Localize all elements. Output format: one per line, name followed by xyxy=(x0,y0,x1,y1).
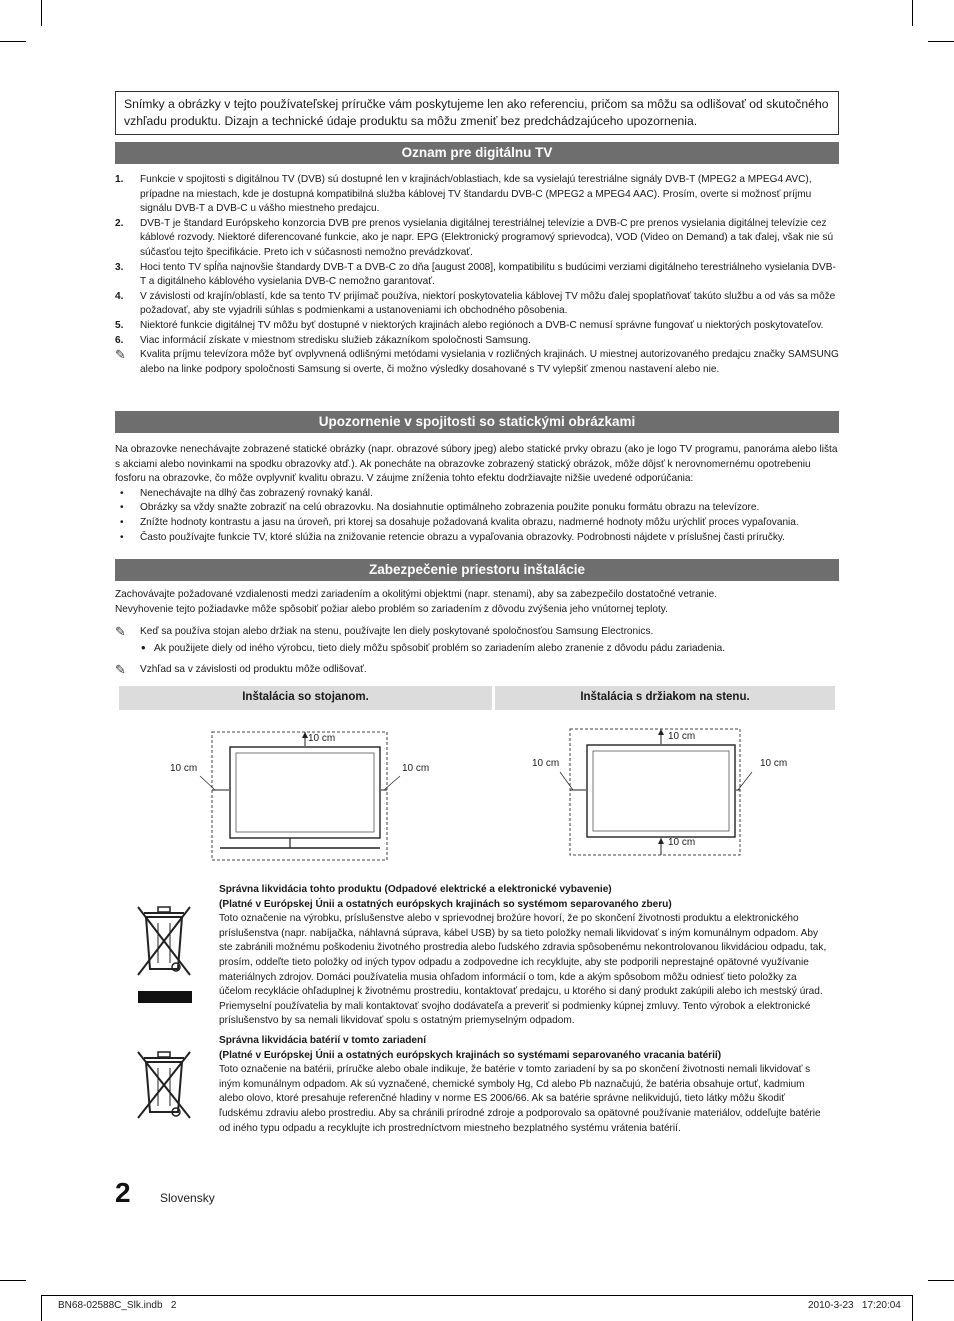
list-item: 5. Niektoré funkcie digitálnej TV môžu byť dostupné v niektorých krajinách alebo regiónoch a DVB-C nemusí správne fungovať u niektorých poskytovateľov. xyxy=(115,319,824,331)
crossed-bin-weee-icon xyxy=(134,903,194,1005)
section-title: Oznam pre digitálnu TV xyxy=(115,142,839,164)
disposal-product xyxy=(219,883,829,1029)
note-item: ✎ Kvalita príjmu televízora môže byť ovplyvnená odlišnými metódami vysielania v rozličných krajinách. U miestnej autorizovaného predajcu značky SAMSUNG alebo na linke podpory spoločnosti Samsung si overte, či možno výsledky dosahované s TV vylepšiť zmenou nastavení alebo nie. xyxy=(115,347,839,375)
disposal-battery-text: Toto označenie na batérii, príručke alebo obale indikuje, že batérie v tomto zariadení by sa po skončení životnosti nemali likvidovať s iným komunálnym odpadom. Ak sú vyznačené, chemické symboly Hg, Cd alebo Pb naznačujú, že batéria obsahuje ortuť, kadmium alebo olovo, ktoré presahuje referenčné hladiny v norme ES 2006/66. Ak sa batérie správne nelikvidujú, tieto látky môžu škodiť ľudskému zdraviu alebo prostrediu. Aby sa chránili prírodné zdroje a podporovalo sa opätovné používanie materiálov, oddeľujte batérie od iného typu odpadu a recyklujte ich prostredníctvom miestneho bezplatného systému vrátenia batérií. xyxy=(219,1064,821,1134)
footer-datetime: 2010-3-23 17:20:04 xyxy=(808,1300,901,1311)
disposal-battery-subtitle: (Platné v Európskej Únii a ostatných európskych krajinách so systémami separovaného vracania batérií) xyxy=(219,1049,722,1061)
section-paragraph: Nevyhovenie tejto požiadavke môže spôsobiť požiar alebo problém so zariadením z dôvodu zvýšenia jeho vnútornej teploty. xyxy=(115,603,668,615)
section-paragraph: Na obrazovke nenechávajte zobrazené statické obrázky (napr. obrazové súbory jpeg) alebo statické prvky obrazu (ako je logo TV programu, panoráma alebo lišta s akciami alebo novinkami na spodku obrazovky atď.). Ak ponecháte na obrazovke zobrazený statický obrázok, môže dôjsť k nerovnomernému opotrebeniu fosforu na obrazovke, čo môže ovplyvniť kvalitu obrazu. V záujme zníženia tohto efektu dodržiavajte nižšie uvedené odporúčania: xyxy=(115,444,838,485)
footer-rule xyxy=(41,1295,913,1296)
list-item: 2. DVB-T je štandard Európskeho konzorcia DVB pre prenos vysielania digitálnej terestriálnej televízie a DVB-C pre prenos vysielania digitálnej televízie cez káblové rozvody. Niektoré diferencované funkcie, ako je napr. EPG (Elektronický programový sprievodca), VOD (Video on Demand) a tak ďalej, však nie sú súčasťou tejto špecifikácie. Preto ich v súčasnosti nemožno prevádzkovať. xyxy=(115,217,834,258)
pencil-note-icon: ✎ xyxy=(115,624,126,640)
list-item: 4. V závislosti od krajín/oblastí, kde sa tento TV prijímač používa, niektorí poskytovatelia káblovej TV môžu ďalej spoplatňovať takúto službu a od vás sa môže požadovať, aby ste vyjadrili súhlas s podmienkami a ustanoveniami ich obchodného pôsobenia. xyxy=(115,290,836,317)
crop-mark xyxy=(928,41,954,42)
list-item: • Znížte hodnoty kontrastu a jasu na úroveň, pri ktorej sa dosahuje požadovaná kvalita obrazu, nadmerné hodnoty môžu urýchliť proces vypaľovania. xyxy=(115,516,839,531)
crop-mark xyxy=(0,1280,26,1281)
section-paragraph: Zachovávajte požadované vzdialenosti medzi zariadením a okolitými objektmi (napr. stenami), aby sa zabezpečilo dostatočné vetranie. xyxy=(115,589,718,600)
disposal-battery xyxy=(219,1034,829,1136)
crop-mark xyxy=(912,1295,913,1321)
distance-label-left: 10 cm xyxy=(532,758,560,769)
page-language: Slovensky xyxy=(160,1191,215,1205)
page-number: 2 xyxy=(115,1177,131,1208)
crossed-bin-battery-icon xyxy=(134,1046,194,1122)
section-digital-tv xyxy=(115,142,839,377)
column-header-wall: Inštalácia s držiakom na stenu. xyxy=(495,686,835,710)
disposal-product-title: Správna likvidácia tohto produktu (Odpadové elektrické a elektronické vybavenie) xyxy=(219,884,612,895)
list-item: • Obrázky sa vždy snažte zobraziť na celú obrazovku. Na dosiahnutie optimálneho zobrazenia použite ponuku formátu obrazu na televízore. xyxy=(115,501,839,516)
crop-mark xyxy=(0,41,26,42)
distance-label-right: 10 cm xyxy=(760,758,788,769)
list-item: 1. Funkcie v spojitosti s digitálnou TV (DVB) sú dostupné len v krajinách/oblastiach, kde sa vysielajú terestriálne signály DVB-T (MPEG2 a MPEG4 AVC), prípadne na miestach, kde je dostupná kompatibilná služba káblovej TV štandardu DVB-C (MPEG2 a MPEG4 AAC). Prosím, overte si možnosť príjmu signálu DVB-T a DVB-C u vášho miestneho predajcu. xyxy=(115,174,812,215)
distance-label-left: 10 cm xyxy=(170,763,198,774)
notice-text: Snímky a obrázky v tejto používateľskej príručke vám poskytujeme len ako referenciu, pričom sa môžu sa odlišovať od skutočného vzhľadu produktu. Dizajn a technické údaje produktu sa môžu zmeniť bez predchádzajúceho upozornenia. xyxy=(115,91,839,135)
note-item: ✎ Vzhľad sa v závislosti od produktu môže odlišovať. xyxy=(115,662,367,678)
disposal-battery-title: Správna likvidácia batérií v tomto zariadení xyxy=(219,1035,426,1046)
notice-box xyxy=(115,91,839,135)
list-item: • Často používajte funkcie TV, ktoré slúžia na znižovanie retencie obrazu a vypaľovania obrazovky. Podrobnosti nájdete v príslušnej časti príručky. xyxy=(115,531,839,546)
disposal-product-subtitle: (Platné v Európskej Únii a ostatných európskych krajinách so systémom separovaného zberu) xyxy=(219,898,672,910)
pencil-note-icon: ✎ xyxy=(115,662,126,678)
sub-bullet: • Ak použijete diely od iného výrobcu, tieto diely môžu spôsobiť problém so zariadením alebo zranenie z dôvodu pádu zariadenia. xyxy=(141,639,726,655)
crop-mark xyxy=(912,0,913,26)
section-installation xyxy=(115,559,839,678)
section-title: Zabezpečenie priestoru inštalácie xyxy=(115,559,839,581)
distance-label-bottom: 10 cm xyxy=(668,837,696,848)
note-item: ✎ Keď sa používa stojan alebo držiak na stenu, používajte len diely poskytované spoločnosťou Samsung Electronics. xyxy=(115,624,654,640)
distance-label-top: 10 cm xyxy=(668,731,696,742)
list-item: 3. Hoci tento TV spĺňa najnovšie štandardy DVB-T a DVB-C zo dňa [august 2008], kompatibilitu s budúcimi verziami digitálneho terestriálneho vysielania DVB-T a digitálneho káblového vysielania DVB-C nemožno garantovať. xyxy=(115,261,836,288)
section-title: Upozornenie v spojitosti so statickými obrázkami xyxy=(115,411,839,433)
list-item: • Nenechávajte na dlhý čas zobrazený rovnaký kanál. xyxy=(115,487,839,502)
numbered-list xyxy=(115,173,839,377)
crop-mark xyxy=(41,1295,42,1321)
section-static-images xyxy=(115,411,839,545)
distance-label-top: 10 cm xyxy=(308,733,336,744)
bullet-list xyxy=(115,487,839,545)
distance-label-right: 10 cm xyxy=(402,763,430,774)
pencil-note-icon: ✎ xyxy=(115,347,126,363)
list-item: 6. Viac informácií získate v miestnom stredisku služieb zákazníkom spoločnosti Samsung. xyxy=(115,334,531,346)
column-header-stand: Inštalácia so stojanom. xyxy=(119,686,492,710)
crop-mark xyxy=(41,0,42,26)
disposal-product-text: Toto označenie na výrobku, príslušenstve alebo v sprievodnej brožúre hovorí, že po skončení životnosti produktu a elektronického príslušenstva (napr. nabíjačka, náhlavná súprava, kábel USB) by sa tieto položky nemali likvidovať s iným komunálnym odpadom. Aby ste zabránili možnému poškodeniu životného prostredia alebo ľudského zdravia spôsobenému nekontrolovanou likvidáciou odpadu, tak, prosím, oddeľte tieto položky od iných typov odpadu a zodpovedne ich recyklujte, aby ste podporili neprestajné opätovné využívanie materiálnych zdrojov. Domáci používatelia musia ohľadom informácií o tom, kde a akým spôsobom môžu odniesť tieto položky za účelom recyklácie ohľaduplnej k životnému prostrediu, kontaktovať predajcu, u ktorého si daný produkt zakúpili alebo ich mestský úrad. Priemyselní používatelia by mali kontaktovať svojho dodávateľa a preveriť si podmienky kúpnej zmluvy. Tento výrobok a elektronické príslušenstvo by sa nemali likvidovať spolu s ostatným priemyselným odpadom. xyxy=(219,913,827,1027)
footer-file: BN68-02588C_Slk.indb 2 xyxy=(58,1300,177,1311)
crop-mark xyxy=(928,1280,954,1281)
